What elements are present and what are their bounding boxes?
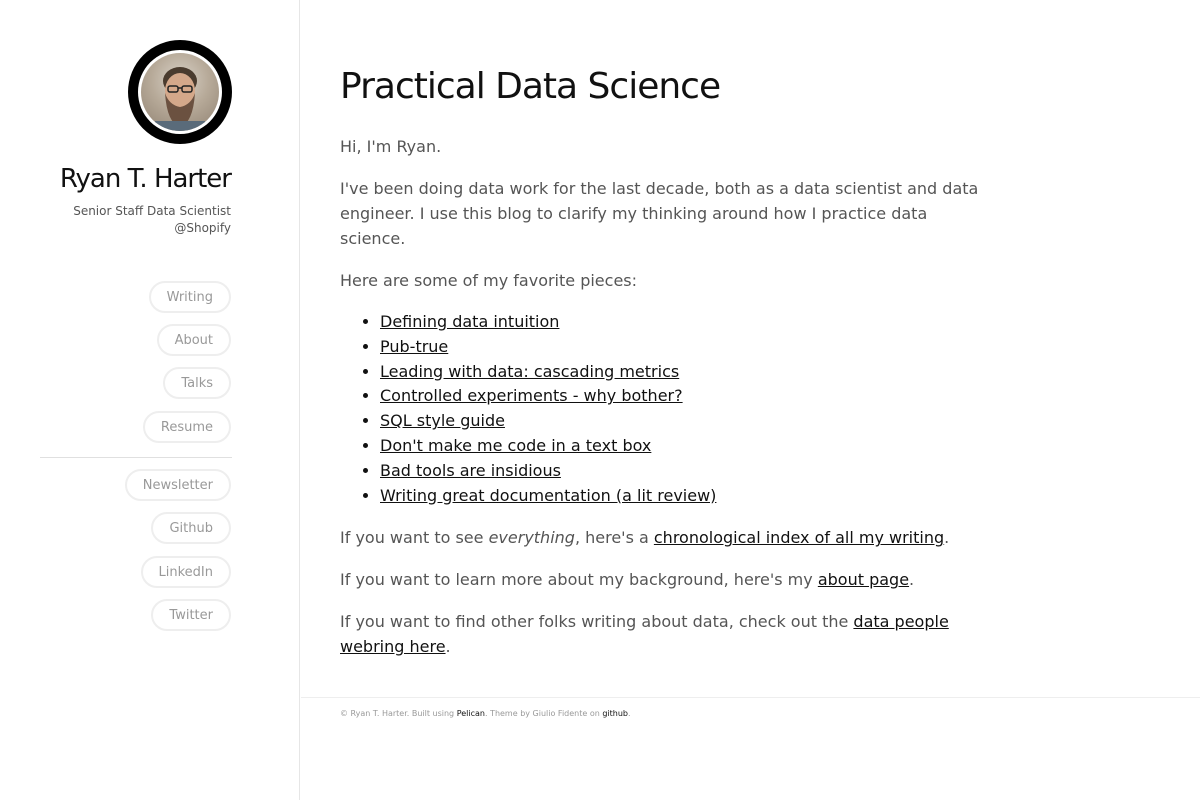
webring-text: . — [445, 637, 451, 657]
footer-text: © Ryan T. Harter. Built using — [340, 709, 457, 718]
index-text: . — [944, 528, 950, 548]
nav-resume-button[interactable]: Resume — [143, 411, 231, 443]
nav-github-button[interactable]: Github — [151, 512, 231, 544]
about-page-link[interactable]: about page — [817, 570, 910, 590]
about-paragraph — [340, 567, 980, 592]
webring-link[interactable]: data people webring here — [340, 612, 949, 657]
favorites-heading: Here are some of my favorite pieces: — [340, 271, 638, 290]
webring-paragraph — [340, 609, 980, 659]
list-item — [380, 434, 980, 459]
index-paragraph — [340, 525, 980, 550]
footer-text: . Theme by Giulio Fidente on — [484, 709, 603, 718]
site-name[interactable]: Ryan T. Harter — [59, 164, 231, 194]
nav-writing-button[interactable]: Writing — [149, 281, 231, 313]
footer-divider — [301, 697, 1200, 698]
list-item — [380, 459, 980, 484]
index-emphasis: everything — [488, 528, 575, 548]
nav-talks-button[interactable]: Talks — [163, 367, 231, 399]
intro-paragraph: I've been doing data work for the last decade, both as a data scientist and data engineer. I use this blog to clarify my thinking around how I practice data science. — [340, 179, 979, 248]
list-item — [380, 360, 980, 385]
article-body — [340, 134, 980, 676]
index-text: If you want to see — [340, 528, 489, 548]
sidebar — [0, 0, 300, 800]
favorites-list — [340, 310, 980, 508]
list-item — [380, 310, 980, 335]
favorite-link-documentation[interactable]: Writing great documentation (a lit review) — [380, 485, 717, 505]
list-item — [380, 384, 980, 409]
favorite-link-cascading-metrics[interactable]: Leading with data: cascading metrics — [380, 361, 680, 381]
github-theme-link[interactable]: github — [602, 709, 628, 718]
footer-text: . — [628, 709, 631, 718]
nav-divider — [40, 457, 232, 458]
profile-photo — [141, 53, 219, 131]
list-item — [380, 409, 980, 434]
index-text: , here's a — [574, 528, 654, 548]
favorite-link-bad-tools[interactable]: Bad tools are insidious — [380, 460, 561, 480]
webring-text: If you want to find other folks writing about data, check out the — [340, 612, 854, 632]
favorite-link-controlled-experiments[interactable]: Controlled experiments - why bother? — [380, 386, 683, 406]
nav-newsletter-button[interactable]: Newsletter — [125, 469, 231, 501]
favorite-link-pub-true[interactable]: Pub-true — [380, 336, 449, 356]
list-item — [380, 484, 980, 509]
greeting-paragraph: Hi, I'm Ryan. — [340, 137, 442, 156]
avatar[interactable] — [128, 40, 232, 144]
about-text: If you want to learn more about my background, here's my — [340, 570, 818, 590]
pelican-link[interactable]: Pelican — [456, 709, 485, 718]
nav-twitter-button[interactable]: Twitter — [151, 599, 231, 631]
tagline: Senior Staff Data Scientist @Shopify — [73, 204, 231, 235]
chronological-index-link[interactable]: chronological index of all my writing — [653, 528, 945, 548]
favorite-link-data-intuition[interactable]: Defining data intuition — [380, 312, 560, 331]
footer — [340, 709, 631, 718]
nav-linkedin-button[interactable]: LinkedIn — [141, 556, 231, 588]
page-title: Practical Data Science — [340, 66, 721, 107]
nav-about-button[interactable]: About — [157, 324, 231, 356]
list-item — [380, 335, 980, 360]
favorite-link-text-box[interactable]: Don't make me code in a text box — [380, 435, 652, 455]
favorite-link-sql-style-guide[interactable]: SQL style guide — [380, 411, 505, 431]
about-text: . — [909, 570, 915, 590]
